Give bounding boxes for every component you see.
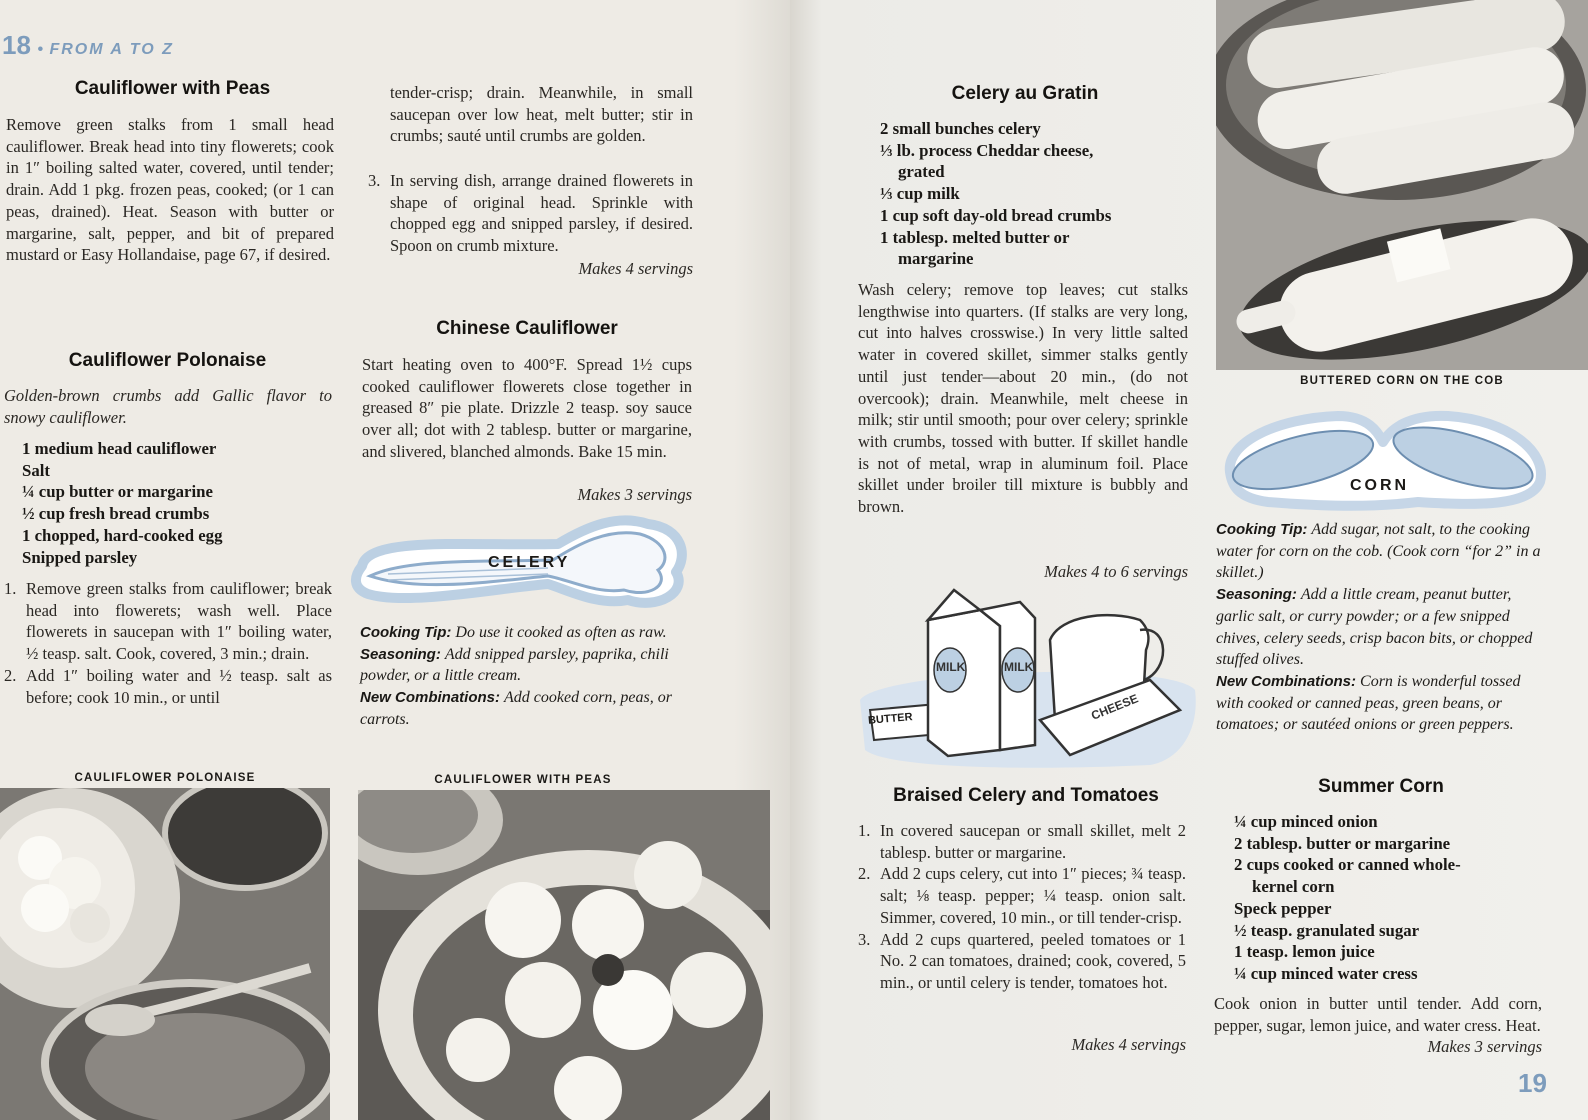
tip-cooking: Cooking Tip: Add sugar, not salt, to the cooking water for corn on the cob. (Cook corn “for 2” in a skillet.) (1216, 521, 1541, 582)
step-item: 2. Add 2 cups celery, cut into 1″ pieces; ¾ teasp. salt; ⅛ teasp. pepper; ¼ teasp. onion salt. Simmer, covered, 10 min., or till tender-crisp. (858, 864, 1186, 927)
yield-braised-celery: Makes 4 servings (1071, 1035, 1186, 1054)
ingredient-item: 1 tablesp. melted butter or (880, 227, 1070, 247)
tip-seasoning: Seasoning: Add snipped parsley, paprika, chili powder, or a little cream. (360, 645, 669, 685)
photo-cauliflower-with-peas (358, 790, 770, 1120)
yield-summer-corn: Makes 3 servings (1427, 1037, 1542, 1056)
celery-badge-label: CELERY (488, 554, 571, 571)
recipe-body-chinese-cauliflower: Start heating oven to 400°F. Spread 1½ cups cooked cauliflower flowerets close together in greased 8″ pie plate. Drizzle 2 teasp. soy sauce over all; dot with 2 tablesp. butter or margarine, and slivered, blanched almonds. Bake 15 min. (362, 355, 692, 461)
ingredient-item: ½ cup fresh bread crumbs (22, 504, 210, 524)
corn-badge-label: CORN (1350, 477, 1410, 494)
ingredient-item: 1 teasp. lemon juice (1234, 942, 1375, 962)
recipe-title-braised-celery: Braised Celery and Tomatoes (893, 785, 1159, 806)
step-3-polonaise (368, 170, 693, 257)
ingredient-item: margarine (898, 249, 974, 269)
recipe-title-cauliflower-polonaise: Cauliflower Polonaise (68, 350, 267, 371)
tip-cooking: Cooking Tip: Do use it cooked as often as raw. (360, 624, 667, 641)
step-item: 3. In serving dish, arrange drained flowerets in shape of original head. Sprinkle with chopped egg and snipped parsley, if desired. Spoon on crumb mixture. (368, 171, 693, 256)
step-item: 1. Remove green stalks from cauliflower; break head into flowerets; wash well. Place flowerets in saucepan with 1″ boiling water, ½ teasp. salt. Cook, covered, 3 min.; drain. (4, 579, 332, 664)
left-page (0, 0, 790, 1120)
ingredient-item: ½ teasp. granulated sugar (1234, 920, 1420, 940)
ingredient-item: 1 medium head cauliflower (22, 439, 217, 458)
ingredient-item: ⅓ lb. process Cheddar cheese, (880, 140, 1094, 160)
photo-cauliflower-polonaise-art (0, 788, 330, 1120)
steps-polonaise (4, 578, 332, 708)
ingredient-list-celery-au-gratin (880, 118, 1200, 270)
recipe-title-cauliflower-with-peas: Cauliflower with Peas (74, 78, 271, 99)
ingredient-item: 1 cup soft day-old bread crumbs (880, 205, 1112, 225)
right-page-number: 19 (1518, 1068, 1547, 1098)
yield-polonaise: Makes 4 servings (578, 259, 693, 278)
yield-celery-au-gratin: Makes 4 to 6 servings (1044, 562, 1188, 581)
running-head: FROM A TO Z (49, 41, 174, 58)
ingredient-item: ¼ cup butter or margarine (22, 482, 213, 502)
ingredient-item: 2 tablesp. butter or margarine (1234, 833, 1451, 853)
ingredient-item: Snipped parsley (22, 547, 138, 567)
ingredient-list-polonaise (22, 438, 342, 568)
ingredient-item: ⅓ cup milk (880, 184, 960, 204)
ingredient-item: kernel corn (1252, 877, 1335, 897)
ingredient-item: grated (898, 162, 945, 182)
recipe-body-summer-corn: Cook onion in butter until tender. Add corn, pepper, sugar, lemon juice, and water cress. Heat. (1214, 994, 1542, 1035)
recipe-title-celery-au-gratin: Celery au Gratin (951, 83, 1099, 104)
ingredient-item: 2 cups cooked or canned whole- (1234, 855, 1461, 875)
cheese-label: CHEESE (1089, 691, 1141, 723)
ingredient-item: Salt (22, 460, 50, 480)
right-page (790, 0, 1588, 1120)
ingredient-item: 1 chopped, hard-cooked egg (22, 525, 223, 545)
yield-chinese-cauliflower: Makes 3 servings (577, 485, 692, 504)
step-item: 1. In covered saucepan or small skillet, melt 2 tablesp. butter or margarine. (858, 821, 1186, 862)
butter-label: BUTTER (867, 711, 914, 727)
photo-buttered-corn-art (1216, 0, 1588, 370)
ingredient-item: 2 small bunches celery (880, 119, 1041, 138)
ingredient-item: ¼ cup minced water cress (1234, 963, 1418, 983)
ingredient-item: Speck pepper (1234, 898, 1332, 918)
left-folio: 18 • FROM A TO Z (2, 30, 174, 60)
celery-tips (360, 622, 690, 731)
photo-cauliflower-polonaise (0, 788, 330, 1120)
polonaise-continued: tender-crisp; drain. Meanwhile, in small saucepan over low heat, melt butter; stir in crumbs; sauté until crumbs are golden. (390, 83, 693, 146)
tip-seasoning: Seasoning: Add a little cream, peanut butter, garlic salt, or curry powder; or a few snipped chives, celery seeds, crisp bacon bits, or chopped stuffed olives. (1216, 586, 1533, 669)
step-item: 3. Add 2 cups quartered, peeled tomatoes or 1 No. 2 can tomatoes, drained; cook, covered, 5 min., or until celery is tender, tomatoes hot. (858, 929, 1186, 992)
recipe-body-cauliflower-with-peas: Remove green stalks from 1 small head cauliflower. Break head into tiny flowerets; cook in 1″ boiling salted water, covered, until tender; drain. Add 1 pkg. frozen peas, cooked; (or 1 can peas, drained). Heat. Season with butter or margarine, salt, pepper, and bit of prepared mustard or Easy Hollandaise, page 67, if desired. (6, 115, 334, 265)
recipe-body-celery-au-gratin: Wash celery; remove top leaves; cut stalks lengthwise into quarters. (If stalks are very long, cut into halves crosswise.) In very little salted water in covered skillet, simmer stalks gently until just tender—about 20 min., (do not overcook); drain. Meanwhile, melt cheese in milk; stir until smooth; pour over celery; sprinkle with crumbs, tossed with butter. If skillet handle is not of metal, wrap in aluminum foil. Place skillet under broiler till mixture is bubbly and brown. (858, 280, 1188, 517)
recipe-intro-polonaise: Golden-brown crumbs add Gallic flavor to snowy cauliflower. (4, 386, 332, 427)
caption-cauliflower-with-peas: CAULIFLOWER WITH PEAS (434, 774, 612, 786)
photo-cauliflower-with-peas-art (358, 790, 770, 1120)
tip-combinations: New Combinations: Add cooked corn, peas, or carrots. (360, 689, 672, 728)
corn-tips (1216, 519, 1546, 736)
photo-buttered-corn (1216, 0, 1588, 370)
step-item: 2. Add 1″ boiling water and ½ teasp. salt as before; cook 10 min., or until (4, 665, 332, 707)
milk-label-2: MILK (1004, 660, 1034, 674)
steps-braised-celery (858, 820, 1186, 994)
left-page-number: 18 (2, 30, 31, 60)
caption-cauliflower-polonaise: CAULIFLOWER POLONAISE (74, 772, 256, 784)
milk-label-1: MILK (936, 660, 966, 674)
tip-combinations: New Combinations: Corn is wonderful tossed with cooked or canned peas, green beans, or tomatoes; or sautéed onions or green peppers. (1216, 672, 1521, 734)
recipe-title-summer-corn: Summer Corn (1318, 776, 1444, 797)
ingredient-list-summer-corn (1234, 811, 1554, 985)
caption-buttered-corn: BUTTERED CORN ON THE COB (1300, 375, 1504, 387)
corn-badge-illustration (1218, 402, 1548, 512)
recipe-title-chinese-cauliflower: Chinese Cauliflower (436, 318, 618, 339)
ingredient-item: ¼ cup minced onion (1234, 812, 1378, 831)
